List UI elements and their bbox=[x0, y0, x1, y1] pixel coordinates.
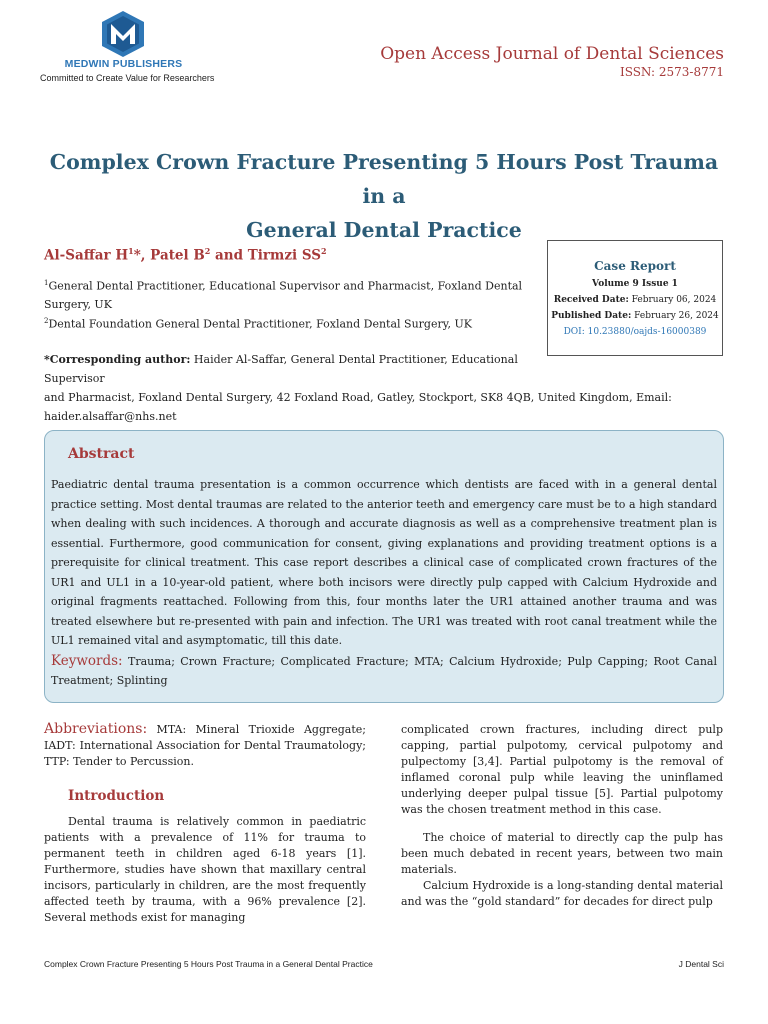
published-label: Published Date: bbox=[551, 311, 632, 321]
author-separator: *, bbox=[133, 247, 151, 264]
author-name: Patel B bbox=[150, 247, 205, 264]
article-title bbox=[40, 145, 728, 247]
title-line-2: General Dental Practice bbox=[246, 218, 522, 242]
corresponding-line-1 bbox=[44, 350, 540, 388]
article-type: Case Report bbox=[594, 259, 676, 273]
abstract-heading: Abstract bbox=[68, 446, 135, 462]
introduction-paragraph: Dental trauma is relatively common in paediatric patients with a prevalence of 11% for trauma to permanent teeth in children aged 6-18 years [1]. Furthermore, studies have shown that maxillary central incisors, particularly in children, are the most frequently affected teeth by trauma, with a 96% prevalence [2]. Several methods exist for managing bbox=[44, 815, 366, 924]
volume-issue: Volume 9 Issue 1 bbox=[592, 279, 678, 289]
corresponding-author bbox=[44, 350, 724, 426]
doi-link[interactable]: DOI: 10.23880/oajds-16000389 bbox=[563, 327, 707, 337]
abbreviations bbox=[44, 721, 366, 770]
abstract-text: Paediatric dental trauma presentation is a common occurrence which dentists are faced with in a general dental practice setting. Most dental traumas are related to the anterior teeth and emergency care must be to a high standard when dealing with such incidences. A thorough and accurate diagnosis as well as a comprehensive treatment plan is essential. Furthermore, good communication for consent, giving explanations and providing treatment options is a prerequisite for clinical treatment. This case report describes a clinical case of complicated crown fractures of the UR1 and UL1 in a 10-year-old patient, where both incisors were directly pulp capped with Calcium Hydroxide and original fragments reattached. Following from this, four months later the UR1 attained another trauma and was treated elsewhere but re-presented with pain and infection. The UR1 was treated with root canal treatment while the UL1 remained vital and asymptomatic, till this date. bbox=[51, 478, 717, 647]
affiliation-sup: 1 bbox=[44, 279, 49, 287]
corresponding-label: *Corresponding author: bbox=[44, 353, 191, 366]
title-line-1: Complex Crown Fracture Presenting 5 Hours Post Trauma in a bbox=[49, 150, 719, 208]
author-sup: 1 bbox=[128, 246, 134, 256]
publisher-name: MEDWIN PUBLISHERS bbox=[64, 58, 183, 70]
affiliation-2 bbox=[44, 312, 544, 334]
affiliation-sup: 2 bbox=[44, 317, 49, 325]
author-sup: 2 bbox=[321, 246, 327, 256]
abbreviations-label: Abbreviations: bbox=[44, 721, 148, 737]
publisher-logo bbox=[100, 10, 146, 58]
received-date bbox=[548, 295, 722, 305]
affiliation-text: General Dental Practitioner, Educational Supervisor and Pharmacist, Foxland Dental Surgery, UK bbox=[44, 279, 523, 311]
received-value: February 06, 2024 bbox=[628, 295, 717, 305]
publisher-tagline: Committed to Create Value for Researchers bbox=[40, 73, 215, 83]
author-name: Al-Saffar H bbox=[44, 247, 129, 264]
body-paragraph: complicated crown fractures, including direct pulp capping, partial pulpotomy, cervical pulpotomy and pulpectomy [3,4]. Partial pulpotomy is the removal of inflamed coronal pulp while leaving the uninflamed underlying deeper pulpal tissue [5]. Partial pulpotomy was the chosen treatment method in this case. bbox=[401, 723, 723, 816]
received-label: Received Date: bbox=[553, 295, 629, 305]
keywords-label: Keywords: bbox=[51, 653, 123, 669]
article-info-box bbox=[547, 240, 723, 356]
abbreviations-text: MTA: Mineral Trioxide Aggregate; IADT: International Association for Dental Traumatology; TTP: Tender to Percussion. bbox=[44, 723, 366, 768]
published-date bbox=[548, 311, 722, 321]
body-paragraph: The choice of material to directly cap the pulp has been much debated in recent years, between two main materials. bbox=[401, 831, 723, 876]
footer-running-title: Complex Crown Fracture Presenting 5 Hours Post Trauma in a General Dental Practice bbox=[44, 959, 373, 969]
corresponding-text-2: and Pharmacist, Foxland Dental Surgery, 42 Foxland Road, Gatley, Stockport, SK8 4QB, United Kingdom, Email: haider.alsaffar@nhs.net bbox=[44, 391, 672, 423]
author-list bbox=[44, 246, 327, 264]
corresponding-text-1: Haider Al-Saffar, General Dental Practitioner, Educational Supervisor bbox=[44, 353, 518, 385]
author-sup: 2 bbox=[204, 246, 211, 256]
keywords bbox=[51, 652, 717, 690]
footer-journal-abbrev: J Dental Sci bbox=[678, 959, 724, 969]
keywords-text: Trauma; Crown Fracture; Complicated Fracture; MTA; Calcium Hydroxide; Pulp Capping; Root Canal Treatment; Splinting bbox=[51, 655, 717, 687]
published-value: February 26, 2024 bbox=[631, 311, 719, 321]
author-name: Tirmzi SS bbox=[247, 247, 322, 264]
affiliation-1 bbox=[44, 274, 544, 314]
body-paragraph: Calcium Hydroxide is a long-standing dental material and was the “gold standard” for decades for direct pulp bbox=[401, 879, 723, 908]
journal-title: Open Access Journal of Dental Sciences bbox=[380, 44, 724, 64]
affiliation-text: Dental Foundation General Dental Practitioner, Foxland Dental Surgery, UK bbox=[48, 317, 472, 331]
introduction-heading: Introduction bbox=[68, 788, 165, 804]
journal-issn: ISSN: 2573-8771 bbox=[619, 65, 724, 79]
author-separator: and bbox=[210, 247, 248, 264]
